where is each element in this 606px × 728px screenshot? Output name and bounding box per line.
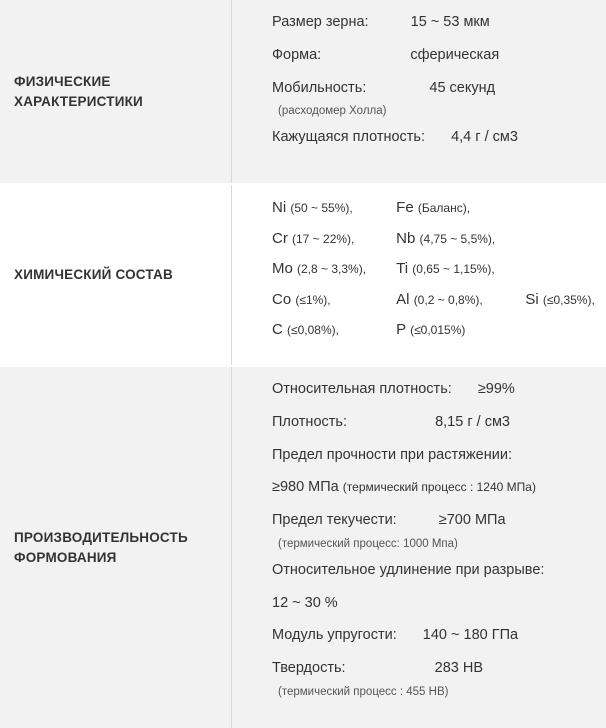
chem-range: (≤0,08%), — [287, 323, 339, 337]
chem-line — [272, 319, 596, 342]
spec-relative-density-key: Относительная плотность: — [272, 381, 452, 397]
row-label-chemical-text: ХИМИЧЕСКИЙ СОСТАВ — [14, 267, 173, 283]
spec-grain-size — [272, 12, 596, 34]
chem-range: (0,65 ~ 1,15%), — [412, 262, 495, 276]
row-forming-performance — [0, 367, 606, 728]
spec-elastic-modulus — [272, 625, 596, 647]
spec-apparent-density-value: 4,4 г / см3 — [451, 129, 518, 146]
chem-range: (4,75 ~ 5,5%), — [419, 231, 496, 246]
chem-element: Mo — [272, 260, 293, 277]
chem-element: C — [272, 321, 283, 338]
spec-density — [272, 412, 596, 434]
spec-yield-strength-key: Предел текучести: — [272, 512, 397, 528]
row-label-performance-line1: ПРОИЗВОДИТЕЛЬНОСТЬ — [14, 529, 188, 545]
spec-shape-key: Форма: — [272, 46, 322, 63]
spec-mobility-value: 45 секунд — [429, 79, 496, 96]
spec-elastic-modulus-key: Модуль упругости: — [272, 627, 397, 644]
row-physical-characteristics — [0, 0, 606, 183]
row-label-physical — [0, 0, 232, 183]
row-label-performance — [0, 367, 232, 728]
row-label-physical-line1: ФИЗИЧЕСКИЕ — [14, 73, 111, 89]
chem-line — [272, 228, 596, 251]
row-content-chemical — [232, 185, 606, 365]
chem-line — [272, 258, 596, 281]
row-label-physical-line2: ХАРАКТЕРИСТИКИ — [14, 93, 143, 109]
spec-tensile-strength-value-row — [272, 477, 596, 499]
chem-element: Co — [272, 290, 292, 308]
spec-hardness — [272, 658, 596, 680]
chem-range: (17 ~ 22%), — [292, 231, 355, 246]
chem-element: Ni — [272, 199, 287, 216]
chem-range: (0,2 ~ 0,8%), — [413, 292, 483, 307]
spec-tensile-strength-value: ≥980 МПа — [272, 479, 339, 496]
chem-element: P — [396, 321, 406, 338]
spec-elongation-label: Относительное удлинение при разрыве: — [272, 561, 545, 578]
spec-yield-strength-note: (термический процесс: 1000 Мпа) — [278, 537, 458, 550]
spec-apparent-density-key: Кажущаяся плотность: — [272, 129, 426, 146]
chem-element: Ti — [396, 260, 409, 277]
chem-range: (≤0,015%) — [410, 323, 466, 337]
chem-element: Nb — [396, 229, 416, 247]
chem-line — [272, 289, 596, 312]
chem-line — [272, 197, 596, 220]
spec-relative-density — [272, 379, 596, 401]
row-content-physical — [232, 0, 606, 183]
chem-element: Cr — [272, 229, 288, 247]
chem-element: Al — [396, 290, 410, 308]
spec-mobility-note: (расходомер Холла) — [278, 105, 387, 118]
spec-grain-size-value: 15 ~ 53 мкм — [410, 14, 490, 30]
spec-density-key: Плотность: — [272, 413, 347, 430]
spec-apparent-density — [272, 127, 596, 149]
chem-element: Si — [525, 290, 539, 308]
spec-mobility-key: Мобильность: — [272, 79, 367, 96]
spec-density-value: 8,15 г / см3 — [435, 413, 510, 430]
spec-hardness-key: Твердость: — [272, 660, 346, 676]
spec-elastic-modulus-value: 140 ~ 180 ГПа — [422, 627, 519, 644]
spec-hardness-note: (термический процесс : 455 HB) — [278, 685, 449, 698]
spec-relative-density-value: ≥99% — [477, 381, 515, 397]
row-label-performance-line2: ФОРМОВАНИЯ — [14, 549, 117, 565]
spec-mobility — [272, 78, 596, 100]
chem-range: (≤0,35%), — [542, 292, 595, 307]
spec-tensile-strength-label: Предел прочности при растяжении: — [272, 446, 512, 463]
spec-elongation-value: 12 ~ 30 % — [272, 594, 338, 611]
row-label-chemical — [0, 185, 232, 365]
spec-shape — [272, 45, 596, 67]
chem-element: Fe — [396, 199, 414, 216]
spec-hardness-value: 283 HB — [434, 660, 484, 676]
row-content-performance — [232, 367, 606, 728]
chem-range: (50 ~ 55%), — [290, 201, 353, 215]
spec-shape-value: сферическая — [410, 46, 500, 63]
spec-yield-strength — [272, 510, 596, 532]
spec-tensile-strength-note: (термический процесс : 1240 МПа) — [342, 480, 536, 495]
spec-grain-size-key: Размер зерна: — [272, 14, 369, 30]
chem-range: (≤1%), — [295, 292, 331, 307]
chem-range: (Баланс), — [417, 201, 471, 215]
row-chemical-composition — [0, 185, 606, 365]
chem-range: (2,8 ~ 3,3%), — [297, 262, 367, 276]
spec-yield-strength-value: ≥700 МПа — [438, 512, 506, 528]
